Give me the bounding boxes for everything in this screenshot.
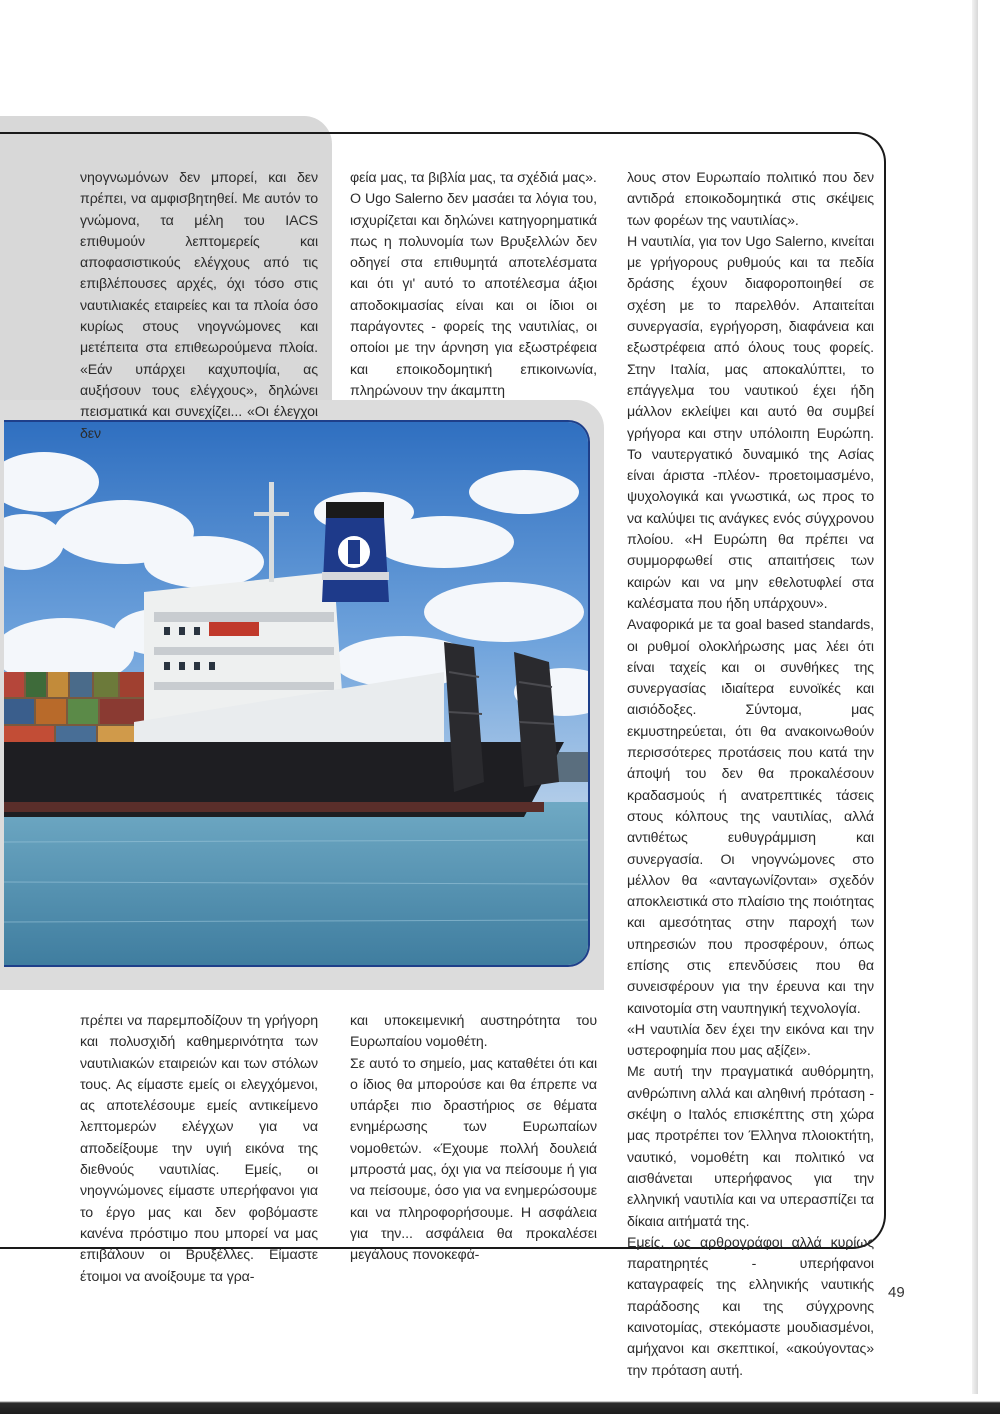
column-2-bottom — [350, 1011, 597, 1267]
paragraph: Σε αυτό το σημείο, μας καταθέτει ότι και ο ίδιος θα μπορούσε και θα έπρεπε να υπάρξει πιο δραστήριος σε θέματα ενημέρωσης των Ευρωπαίων νομοθετών. «Έχουμε πολλή δουλειά μπροστά μας, όχι για να πείσουμε ή για να πείσουμε, όσο για να ενημερώσουμε και να πληροφορήσουμε. Η ασφάλεια για την... ασφάλεια θα προκαλέσει μεγάλους πονοκεφά- — [350, 1055, 597, 1264]
paragraph: Ο Ugo Salerno δεν μασάει τα λόγια του, ισχυρίζεται και δηλώνει κατηγορηματικά πως η πολυνομία των Βρυξελλών δεν οδηγεί στα επιθυμητά αποτελέσματα και ότι γι' αυτό το αποτέλεσμα άξιοι αποδοκιμασίας είναι και οι ίδιοι οι παράγοντες - φορείς της ναυτιλίας, οι οποίοι με την άρνηση για εξωστρέφεια και εποικοδομητική επικοινωνία, πληρώνουν την άκαμπτη — [350, 191, 597, 399]
ship-photo — [4, 420, 590, 967]
paragraph: νηογνωμόνων δεν μπορεί, και δεν πρέπει, να αμφισβητηθεί. Με αυτόν το γνώμονα, τα μέλη του IACS επιθυμούν λεπτομερείς και αποφασιστικούς ελέγχους από τις επιβλέπουσες αρχές, όχι τόσο στις ναυτιλιακές εταιρείες και τα πλοία όσο κυρίως στους νηογνώμονες και μετέπειτα στα επιθεωρούμενα πλοία. «Εάν υπάρχει καχυποψία, ας αυξήσουν τους ελέγχους», δηλώνει πεισματικά και συνεχίζει... «Οι έλεγχοι δεν — [80, 170, 318, 442]
paragraph: λους στον Ευρωπαίο πολιτικό που δεν αντιδρά εποικοδομητικά στις σκέψεις των φορέων της ναυτιλίας». — [627, 170, 874, 229]
paragraph: φεία μας, τα βιβλία μας, τα σχέδιά μας». — [350, 170, 597, 186]
column-2-top — [350, 168, 597, 402]
column-1-bottom — [80, 1011, 318, 1288]
paragraph: Εμείς, ως αρθρογράφοι αλλά κυρίως παρατηρητές - υπερήφανοι καταγραφείς της ελληνικής ναυτικής παράδοσης και της σύγχρονης καινοτομίας, στεκόμαστε μουδιασμένοι, αμήχανοι και σκεπτικοί, «ακούγοντας» την πρόταση αυτή. — [627, 1234, 874, 1379]
paragraph: Η ναυτιλία, για τον Ugo Salerno, κινείται με γρήγορους ρυθμούς και τα πεδία δράσης έχουν διαφοροποιηθεί σε σχέση με το παρελθόν. Απαιτείται συνεργασία, εγρήγορση, διαφάνεια και εξωστρέφεια από όλους τους φορείς. Στην Ιταλία, μας αποκαλύπτει, το επάγγελμα του ναυτικού έχει ήδη μάλλον εκλείψει και αυτό θα συμβεί γρήγορα και στην υπόλοιπη Ευρώπη. Το ναυτεργατικό δυναμικό της Ασίας είναι άριστα -πλέον- προετοιμασμένο, ψυχολογικά και γνωστικά, ως προς το να καλύψει τις ανάγκες ενός σύγχρονου πλοίου. «Η Ευρώπη θα πρέπει να συμμορφωθεί στις απαιτήσεις των καιρών και να μην εθελοτυφλεί στα καλέσματα που ήδη υπάρχουν». — [627, 233, 874, 612]
page-edge — [972, 0, 978, 1414]
paragraph: πρέπει να παρεμποδίζουν τη γρήγορη και πολυσχιδή καθημερινότητα των ναυτιλιακών εταιρειών και των στόλων τους. Ας είμαστε εμείς οι ελεγχόμενοι, ας αποτελέσουμε εμείς αντικείμενο λεπτομερών ελέγχων για να αποδείξουμε την υγιή εικόνα της διεθνούς ναυτιλίας. Εμείς, οι νηογνώμονες είμαστε υπερήφανοι για το έργο μας και δεν φοβόμαστε κανένα πρόστιμο που μπορεί να μας επιβάλουν οι Βρυξέλλες. Είμαστε έτοιμοι να ανοίξουμε τα γρα- — [80, 1013, 318, 1285]
page-number: 49 — [888, 1284, 905, 1301]
bottom-bar — [0, 1394, 1000, 1414]
paragraph: Αναφορικά με τα goal based standards, οι ρυθμοί ολοκλήρωσης μας λέει ότι είναι ταχείς και οι συνθήκες της συνεργασίας ιδιαίτερα ευνοϊκές και αισιόδοξες. Σύντομα, μας εκμυστηρεύεται, ότι θα ανακοινωθούν περισσότερες προτάσεις που κατά την άποψή του δεν θα προκαλέσουν κραδασμούς ή ανατρεπτικές τάσεις στους κόλπους της ναυτιλίας, αλλά αντιθέτως ευθυγράμμιση και συνεργασία. Οι νηογνώμονες στο μέλλον θα «ανταγωνίζονται» σχεδόν αποκλειστικά στο πλαίσιο της ποιότητας και αμεσότητας στην παροχή των υπηρεσιών που προσφέρουν, όπως επίσης στις επενδύσεις που θα συνεισφέρουν για την έρευνα και την καινοτομία στη ναυπηγική τεχνολογία. — [627, 617, 874, 1017]
paragraph: και υποκειμενική αυστηρότητα του Ευρωπαίου νομοθέτη. — [350, 1013, 597, 1051]
paragraph: Με αυτή την πραγματικά αυθόρμητη, ανθρώπινη αλλά και αληθινή πρόταση - σκέψη ο Ιταλός επισκέπτης στη χώρα μας προτρέπει τον Έλληνα πλοιοκτήτη, ναυτικό, νομοθέτη και πολιτικό να αισθάνεται υπερήφανος για την ελληνική ναυτιλία και να υπερασπίζει τα δίκαια αιτήματά της. — [627, 1064, 874, 1230]
column-1-top — [80, 168, 318, 445]
column-3 — [627, 168, 874, 1382]
paragraph: «Η ναυτιλία δεν έχει την εικόνα και την υστεροφημία που μας αξίζει». — [627, 1021, 874, 1060]
